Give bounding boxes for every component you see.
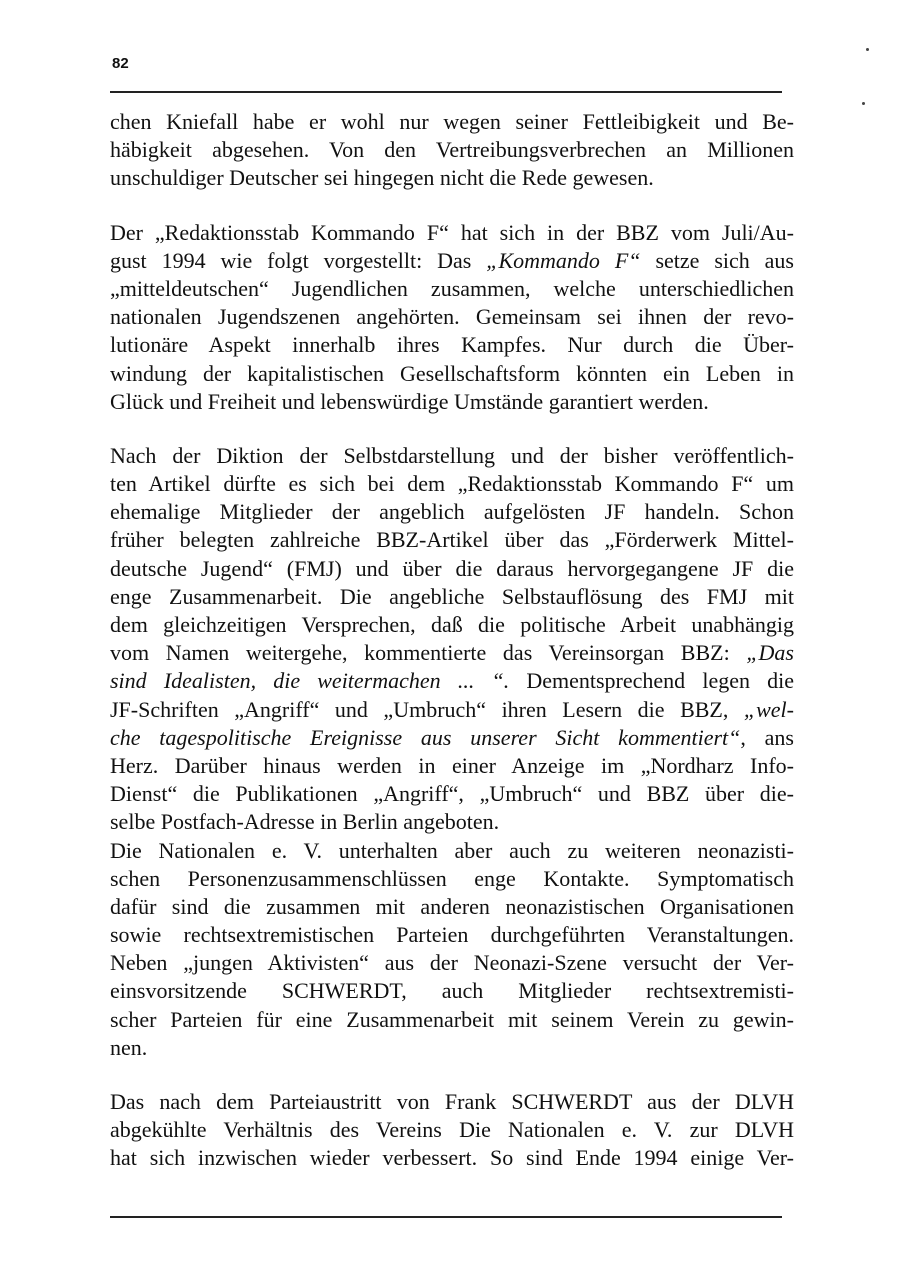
- text-line: [110, 1034, 794, 1062]
- text-line: [110, 136, 794, 164]
- scan-speck: [866, 48, 869, 51]
- text-line: [110, 1116, 794, 1144]
- text-run: ten Artikel dürfte es sich bei dem „Redaktionsstab Kommando F“ um: [110, 471, 794, 497]
- text-run: Glück und Freiheit und lebenswürdige Umstände garantiert werden.: [110, 388, 709, 414]
- text-line: [110, 442, 794, 470]
- text-line: [110, 893, 794, 921]
- text-line: [110, 331, 794, 359]
- text-line: [110, 696, 794, 724]
- text-run: einsvorsitzende SCHWERDT, auch Mitglieder rechtsextremisti-: [110, 978, 794, 1004]
- italic-quote: che tagespolitische Ereignisse aus unserer Sicht kommentiert“: [110, 724, 741, 750]
- text-line: [110, 108, 794, 136]
- text-run: windung der kapitalistischen Gesellschaftsform könnten ein Leben in: [110, 360, 794, 386]
- text-line: [110, 921, 794, 949]
- text-run: ehemalige Mitglieder der angeblich aufgelösten JF handeln. Schon: [110, 499, 794, 525]
- text-run: Herz. Darüber hinaus werden in einer Anzeige im „Nordharz Info-: [110, 752, 794, 778]
- text-line: [110, 724, 794, 752]
- text-line: [110, 865, 794, 893]
- text-line: [110, 752, 794, 780]
- text-run: Die Nationalen e. V. unterhalten aber auch zu weiteren neonazisti-: [110, 837, 794, 863]
- text-line: [110, 275, 794, 303]
- text-run: nen.: [110, 1034, 148, 1060]
- text-line: [110, 1088, 794, 1116]
- footer-rule: [110, 1216, 782, 1218]
- text-line: [110, 526, 794, 554]
- text-run: dafür sind die zusammen mit anderen neonazistischen Organisationen: [110, 893, 794, 919]
- paragraph: [110, 442, 794, 837]
- italic-quote: „Das: [746, 640, 794, 666]
- text-run: Das nach dem Parteiaustritt von Frank SCHWERDT aus der DLVH: [110, 1089, 794, 1114]
- text-run: häbigkeit abgesehen. Von den Vertreibungsverbrechen an Millionen: [110, 137, 794, 163]
- text-run: dem gleichzeitigen Versprechen, daß die politische Arbeit unabhängig: [110, 612, 794, 637]
- text-run: früher belegten zahlreiche BBZ-Artikel über das „Förderwerk Mittel-: [110, 527, 794, 553]
- page-number: 82: [112, 55, 129, 72]
- italic-quote: „wel-: [743, 696, 794, 722]
- text-line: [110, 639, 794, 667]
- text-line: [110, 219, 794, 247]
- body-text: [110, 108, 794, 1173]
- paragraph-gap: [110, 193, 794, 219]
- text-line: [110, 388, 794, 416]
- text-line: [110, 583, 794, 611]
- paragraph: [110, 1088, 794, 1173]
- paragraph: [110, 219, 794, 416]
- scan-speck: [862, 102, 865, 105]
- text-line: [110, 808, 794, 836]
- text-line: [110, 1006, 794, 1034]
- text-run: nationalen Jugendszenen angehörten. Gemeinsam sei ihnen der revo-: [110, 304, 794, 330]
- text-run: JF-Schriften „Angriff“ und „Umbruch“ ihren Lesern die BBZ,: [110, 696, 744, 722]
- text-run: chen Kniefall habe er wohl nur wegen seiner Fettleibigkeit und Be-: [110, 109, 794, 134]
- text-run: , ans: [740, 724, 794, 750]
- text-run: Dienst“ die Publikationen „Angriff“, „Umbruch“ und BBZ über die-: [110, 781, 794, 807]
- text-line: [110, 498, 794, 526]
- text-line: [110, 470, 794, 498]
- text-line: [110, 949, 794, 977]
- text-line: [110, 611, 794, 639]
- text-run: Der „Redaktionsstab Kommando F“ hat sich in der BBZ vom Juli/Au-: [110, 219, 794, 245]
- paragraph: [110, 108, 794, 193]
- text-run: setze sich aus: [640, 247, 794, 273]
- text-line: [110, 303, 794, 331]
- text-run: sowie rechtsextremistischen Parteien durchgeführten Veranstaltungen.: [110, 922, 794, 948]
- paragraph-gap: [110, 416, 794, 442]
- text-run: vom Namen weitergehe, kommentierte das Vereinsorgan BBZ:: [110, 640, 747, 666]
- text-line: [110, 1144, 794, 1172]
- text-line: [110, 360, 794, 388]
- text-run: gust 1994 wie folgt vorgestellt: Das: [110, 247, 487, 273]
- text-run: „mitteldeutschen“ Jugendlichen zusammen, welche unterschiedlichen: [110, 275, 794, 301]
- text-line: [110, 667, 794, 695]
- italic-quote: „Kommando F“: [486, 247, 641, 273]
- text-run: schen Personenzusammenschlüssen enge Kontakte. Symptomatisch: [110, 865, 794, 891]
- text-run: lutionäre Aspekt innerhalb ihres Kampfes. Nur durch die Über-: [110, 332, 794, 358]
- text-line: [110, 837, 794, 865]
- italic-quote: sind Idealisten, die weitermachen ... “.: [110, 668, 510, 694]
- header-rule: [110, 91, 782, 93]
- text-run: deutsche Jugend“ (FMJ) und über die daraus hervorgegangene JF die: [110, 555, 794, 581]
- text-run: hat sich inzwischen wieder verbessert. So sind Ende 1994 einige Ver-: [110, 1145, 794, 1171]
- text-run: Nach der Diktion der Selbstdarstellung und der bisher veröffentlich-: [110, 442, 794, 468]
- paragraph: [110, 837, 794, 1063]
- text-run: abgekühlte Verhältnis des Vereins Die Nationalen e. V. zur DLVH: [110, 1117, 794, 1143]
- text-run: scher Parteien für eine Zusammenarbeit mit seinem Verein zu gewin-: [110, 1006, 794, 1032]
- text-run: selbe Postfach-Adresse in Berlin angeboten.: [110, 809, 500, 835]
- text-run: Dementsprechend legen die: [509, 668, 794, 694]
- text-line: [110, 247, 794, 275]
- text-line: [110, 780, 794, 808]
- text-line: [110, 164, 794, 192]
- text-run: enge Zusammenarbeit. Die angebliche Selbstauflösung des FMJ mit: [110, 583, 794, 609]
- text-run: unschuldiger Deutscher sei hingegen nicht die Rede gewesen.: [110, 165, 654, 191]
- text-line: [110, 555, 794, 583]
- paragraph-gap: [110, 1062, 794, 1088]
- text-run: Neben „jungen Aktivisten“ aus der Neonazi-Szene versucht der Ver-: [110, 950, 794, 976]
- text-line: [110, 977, 794, 1005]
